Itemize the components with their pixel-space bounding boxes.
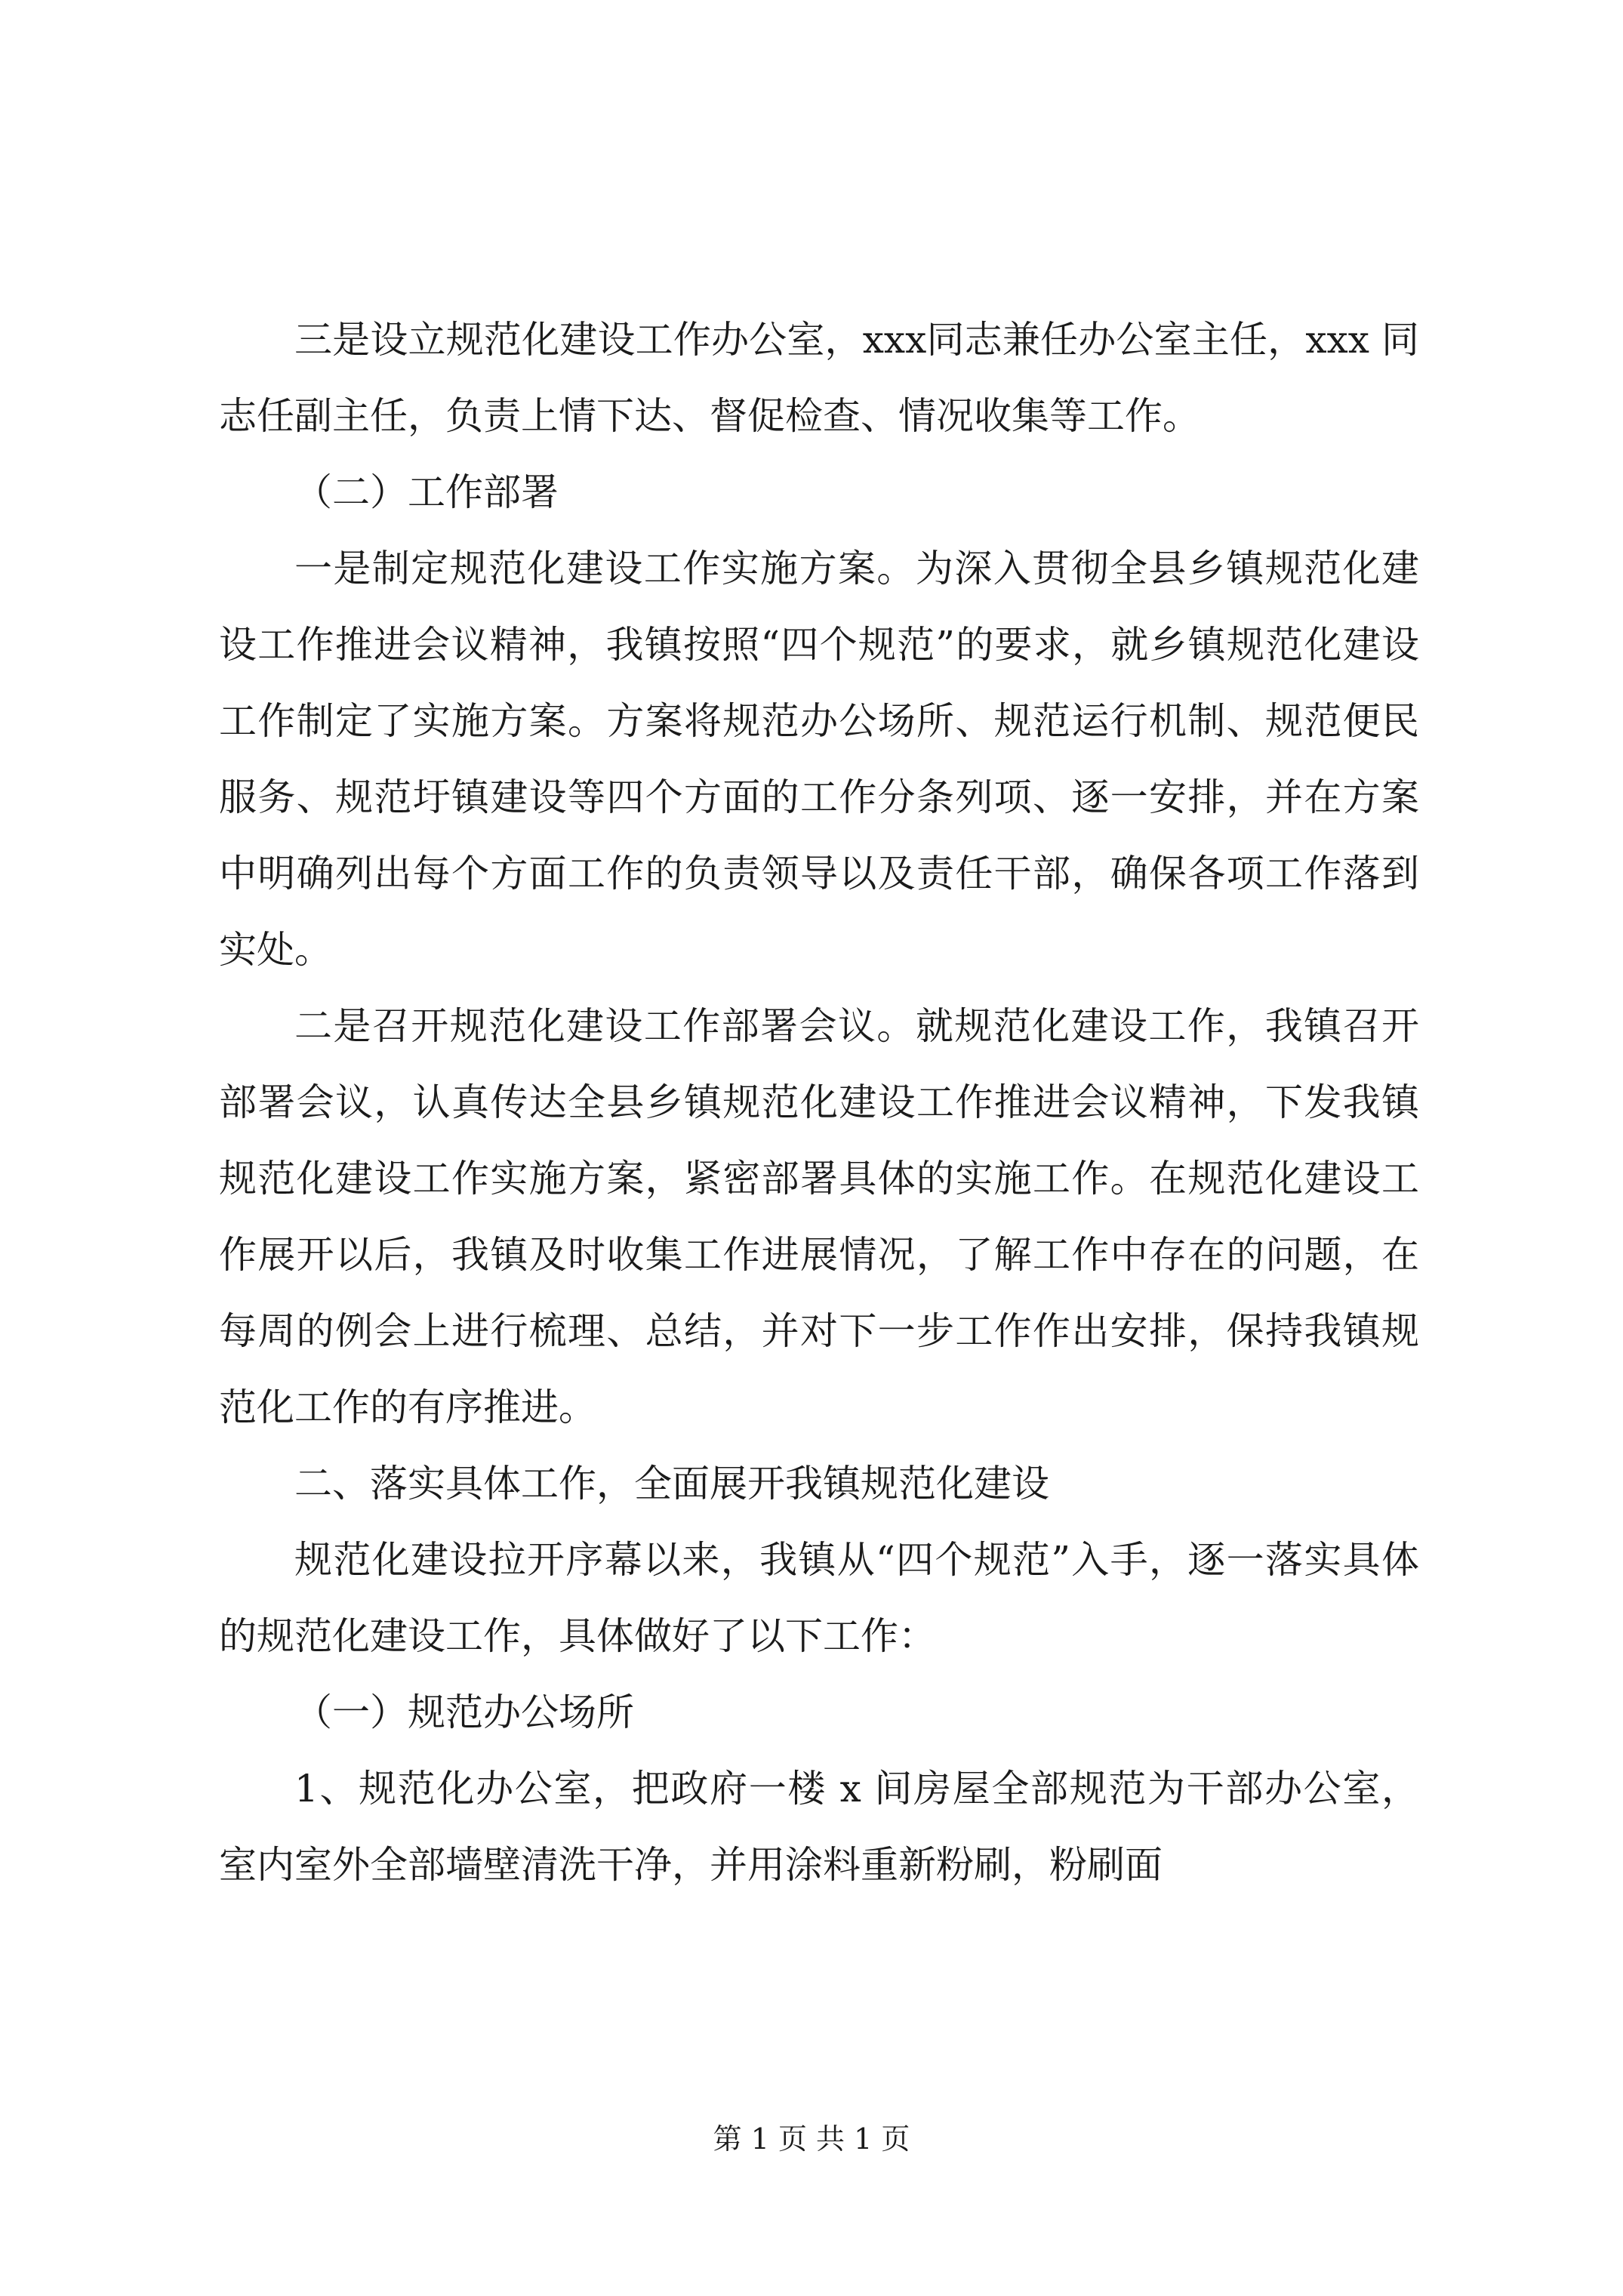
heading-work-deployment: （二）工作部署 xyxy=(294,470,559,514)
paragraph-office-setup: 三是设立规范化建设工作办公室，xxx同志兼任办公室主任，xxx 同志任副主任，负责上情下达、督促检查、情况收集等工作。 xyxy=(219,318,1419,438)
paragraph-implementation-plan: 一是制定规范化建设工作实施方案。为深入贯彻全县乡镇规范化建设工作推进会议精神，我镇按照“四个规范”的要求，就乡镇规范化建设工作制定了实施方案。方案将规范办公场所、规范运行机制、规范便民服务、规范圩镇建设等四个方面的工作分条列项、逐一安排，并在方案中明确列出每个方面工作的负责领导以及责任干部，确保各项工作落到实处。 xyxy=(219,547,1419,972)
paragraph-deployment-meeting: 二是召开规范化建设工作部署会议。就规范化建设工作，我镇召开部署会议，认真传达全县乡镇规范化建设工作推进会议精神，下发我镇规范化建设工作实施方案，紧密部署具体的实施工作。在规范化建设工作展开以后，我镇及时收集工作进展情况，了解工作中存在的问题，在每周的例会上进行梳理、总结，并对下一步工作作出安排，保持我镇规范化工作的有序推进。 xyxy=(219,1004,1419,1429)
paragraph-office-renovation: 1、规范化办公室，把政府一楼 x 间房屋全部规范为干部办公室，室内室外全部墙壁清洗干净，并用涂料重新粉刷，粉刷面 xyxy=(219,1767,1419,1887)
heading-office-premises: （一）规范办公场所 xyxy=(294,1690,634,1734)
paragraph-section-intro: 规范化建设拉开序幕以来，我镇从“四个规范”入手，逐一落实具体的规范化建设工作，具体做好了以下工作： xyxy=(219,1538,1419,1658)
heading-section-two: 二、落实具体工作，全面展开我镇规范化建设 xyxy=(294,1462,1049,1505)
page-number-footer: 第 1 页 共 1 页 xyxy=(713,2122,910,2156)
document-body xyxy=(219,302,1419,1903)
